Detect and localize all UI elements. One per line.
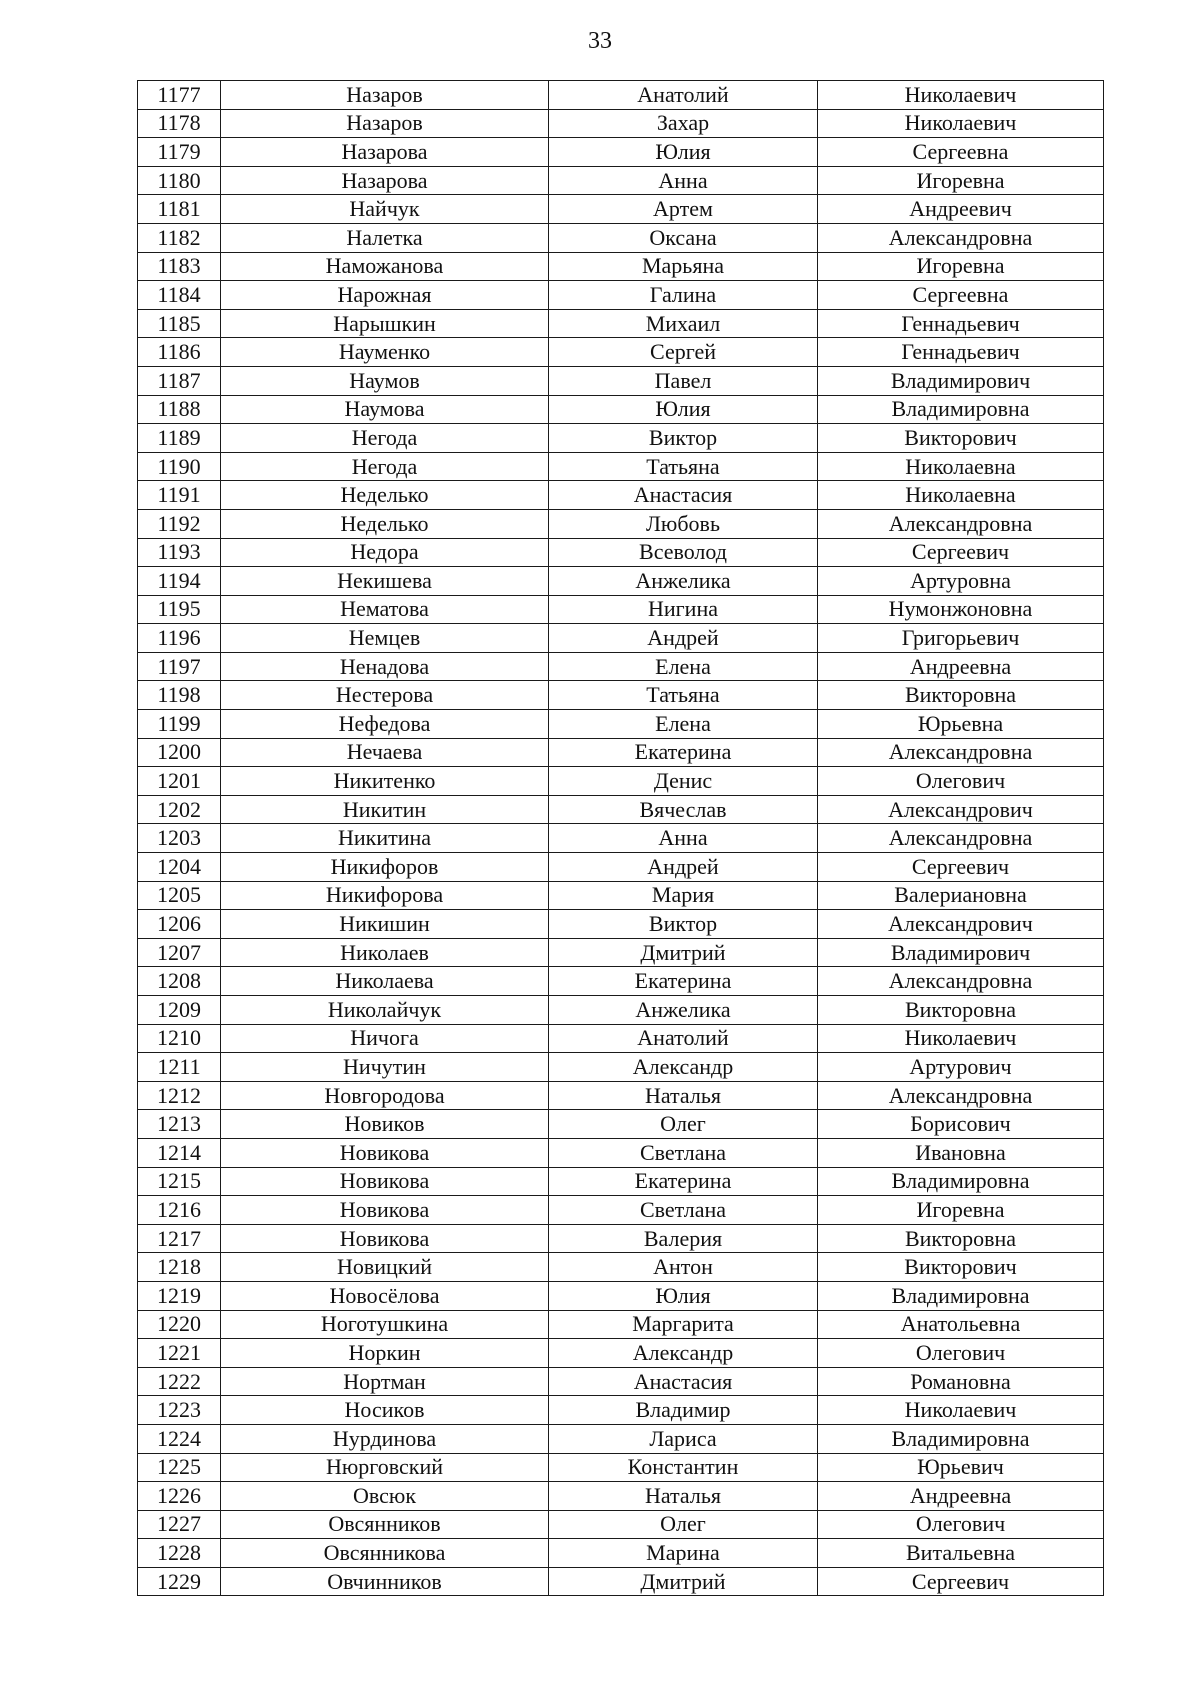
table-row [138,910,1104,939]
row-number-cell: 1195 [138,595,221,624]
first-name-cell: Маргарита [549,1310,818,1339]
first-name-cell: Дмитрий [549,938,818,967]
table-row [138,538,1104,567]
patronymic-cell: Владимировна [818,1281,1104,1310]
patronymic-cell: Николаевна [818,481,1104,510]
last-name-cell: Ненадова [221,652,549,681]
row-number-cell: 1215 [138,1167,221,1196]
first-name-cell: Виктор [549,424,818,453]
row-number-cell: 1212 [138,1081,221,1110]
patronymic-cell: Александровна [818,223,1104,252]
table-row [138,567,1104,596]
table-row [138,1367,1104,1396]
patronymic-cell: Сергеевич [818,538,1104,567]
row-number-cell: 1228 [138,1539,221,1568]
row-number-cell: 1194 [138,567,221,596]
table-row [138,509,1104,538]
row-number-cell: 1219 [138,1281,221,1310]
name-list-table [137,80,1104,1596]
patronymic-cell: Ивановна [818,1138,1104,1167]
last-name-cell: Новиков [221,1110,549,1139]
first-name-cell: Дмитрий [549,1567,818,1596]
patronymic-cell: Борисович [818,1110,1104,1139]
row-number-cell: 1181 [138,195,221,224]
last-name-cell: Овсянников [221,1510,549,1539]
row-number-cell: 1193 [138,538,221,567]
last-name-cell: Науменко [221,338,549,367]
last-name-cell: Наумова [221,395,549,424]
table-row [138,1053,1104,1082]
table-row [138,223,1104,252]
patronymic-cell: Викторович [818,1253,1104,1282]
row-number-cell: 1202 [138,795,221,824]
last-name-cell: Никифоров [221,853,549,882]
patronymic-cell: Нумонжоновна [818,595,1104,624]
first-name-cell: Михаил [549,309,818,338]
patronymic-cell: Витальевна [818,1539,1104,1568]
row-number-cell: 1178 [138,109,221,138]
last-name-cell: Негода [221,452,549,481]
last-name-cell: Никишин [221,910,549,939]
patronymic-cell: Александровна [818,1081,1104,1110]
patronymic-cell: Викторовна [818,681,1104,710]
row-number-cell: 1201 [138,767,221,796]
first-name-cell: Анжелика [549,996,818,1025]
first-name-cell: Всеволод [549,538,818,567]
last-name-cell: Немцев [221,624,549,653]
row-number-cell: 1184 [138,281,221,310]
table-row [138,452,1104,481]
table-row [138,1253,1104,1282]
first-name-cell: Елена [549,710,818,739]
first-name-cell: Анна [549,824,818,853]
last-name-cell: Овчинников [221,1567,549,1596]
last-name-cell: Ничутин [221,1053,549,1082]
row-number-cell: 1205 [138,881,221,910]
first-name-cell: Сергей [549,338,818,367]
last-name-cell: Найчук [221,195,549,224]
row-number-cell: 1225 [138,1453,221,1482]
row-number-cell: 1216 [138,1196,221,1225]
first-name-cell: Татьяна [549,681,818,710]
last-name-cell: Нортман [221,1367,549,1396]
last-name-cell: Норкин [221,1339,549,1368]
table-row [138,996,1104,1025]
row-number-cell: 1183 [138,252,221,281]
row-number-cell: 1218 [138,1253,221,1282]
first-name-cell: Денис [549,767,818,796]
patronymic-cell: Геннадьевич [818,309,1104,338]
last-name-cell: Назарова [221,166,549,195]
row-number-cell: 1180 [138,166,221,195]
first-name-cell: Вячеслав [549,795,818,824]
row-number-cell: 1186 [138,338,221,367]
last-name-cell: Назаров [221,81,549,110]
patronymic-cell: Владимирович [818,366,1104,395]
patronymic-cell: Олегович [818,1510,1104,1539]
patronymic-cell: Владимирович [818,938,1104,967]
patronymic-cell: Александрович [818,795,1104,824]
table-row [138,1224,1104,1253]
first-name-cell: Антон [549,1253,818,1282]
first-name-cell: Любовь [549,509,818,538]
last-name-cell: Новикова [221,1167,549,1196]
first-name-cell: Юлия [549,395,818,424]
row-number-cell: 1227 [138,1510,221,1539]
table-row [138,738,1104,767]
first-name-cell: Марина [549,1539,818,1568]
first-name-cell: Анастасия [549,1367,818,1396]
last-name-cell: Носиков [221,1396,549,1425]
table-row [138,366,1104,395]
table-row [138,1424,1104,1453]
patronymic-cell: Николаевна [818,452,1104,481]
row-number-cell: 1196 [138,624,221,653]
last-name-cell: Новосёлова [221,1281,549,1310]
first-name-cell: Андрей [549,624,818,653]
patronymic-cell: Игоревна [818,1196,1104,1225]
table-row [138,1167,1104,1196]
table-row [138,681,1104,710]
last-name-cell: Нематова [221,595,549,624]
patronymic-cell: Валериановна [818,881,1104,910]
table-row [138,938,1104,967]
row-number-cell: 1188 [138,395,221,424]
patronymic-cell: Владимировна [818,1424,1104,1453]
row-number-cell: 1223 [138,1396,221,1425]
patronymic-cell: Александровна [818,509,1104,538]
row-number-cell: 1204 [138,853,221,882]
first-name-cell: Татьяна [549,452,818,481]
last-name-cell: Нечаева [221,738,549,767]
first-name-cell: Андрей [549,853,818,882]
table-row [138,1396,1104,1425]
patronymic-cell: Анатольевна [818,1310,1104,1339]
patronymic-cell: Владимировна [818,1167,1104,1196]
patronymic-cell: Сергеевна [818,281,1104,310]
first-name-cell: Олег [549,1110,818,1139]
name-list-body [138,81,1104,1596]
first-name-cell: Светлана [549,1196,818,1225]
table-row [138,1567,1104,1596]
first-name-cell: Валерия [549,1224,818,1253]
first-name-cell: Наталья [549,1482,818,1511]
table-row [138,1281,1104,1310]
first-name-cell: Мария [549,881,818,910]
last-name-cell: Никитенко [221,767,549,796]
last-name-cell: Наумов [221,366,549,395]
first-name-cell: Нигина [549,595,818,624]
row-number-cell: 1226 [138,1482,221,1511]
patronymic-cell: Сергеевич [818,1567,1104,1596]
patronymic-cell: Александровна [818,967,1104,996]
row-number-cell: 1221 [138,1339,221,1368]
row-number-cell: 1206 [138,910,221,939]
table-row [138,1196,1104,1225]
last-name-cell: Назарова [221,138,549,167]
last-name-cell: Негода [221,424,549,453]
patronymic-cell: Олегович [818,1339,1104,1368]
row-number-cell: 1191 [138,481,221,510]
table-row [138,252,1104,281]
last-name-cell: Новикова [221,1196,549,1225]
patronymic-cell: Артуровна [818,567,1104,596]
table-row [138,481,1104,510]
last-name-cell: Овсюк [221,1482,549,1511]
first-name-cell: Юлия [549,1281,818,1310]
table-row [138,338,1104,367]
first-name-cell: Екатерина [549,738,818,767]
first-name-cell: Анжелика [549,567,818,596]
patronymic-cell: Юрьевич [818,1453,1104,1482]
first-name-cell: Александр [549,1339,818,1368]
first-name-cell: Владимир [549,1396,818,1425]
table-row [138,1110,1104,1139]
table-row [138,1310,1104,1339]
last-name-cell: Овсянникова [221,1539,549,1568]
last-name-cell: Нестерова [221,681,549,710]
table-row [138,424,1104,453]
row-number-cell: 1192 [138,509,221,538]
table-row [138,710,1104,739]
first-name-cell: Константин [549,1453,818,1482]
last-name-cell: Новицкий [221,1253,549,1282]
table-row [138,109,1104,138]
patronymic-cell: Олегович [818,767,1104,796]
row-number-cell: 1214 [138,1138,221,1167]
table-row [138,1510,1104,1539]
patronymic-cell: Романовна [818,1367,1104,1396]
patronymic-cell: Геннадьевич [818,338,1104,367]
patronymic-cell: Игоревна [818,166,1104,195]
table-row [138,1453,1104,1482]
first-name-cell: Артем [549,195,818,224]
table-row [138,652,1104,681]
patronymic-cell: Сергеевич [818,853,1104,882]
first-name-cell: Анастасия [549,481,818,510]
last-name-cell: Никитин [221,795,549,824]
table-row [138,1482,1104,1511]
patronymic-cell: Викторовна [818,1224,1104,1253]
last-name-cell: Назаров [221,109,549,138]
row-number-cell: 1185 [138,309,221,338]
row-number-cell: 1177 [138,81,221,110]
first-name-cell: Елена [549,652,818,681]
patronymic-cell: Игоревна [818,252,1104,281]
first-name-cell: Олег [549,1510,818,1539]
table-row [138,624,1104,653]
table-row [138,166,1104,195]
first-name-cell: Анатолий [549,1024,818,1053]
first-name-cell: Светлана [549,1138,818,1167]
row-number-cell: 1229 [138,1567,221,1596]
table-row [138,967,1104,996]
table-row [138,195,1104,224]
patronymic-cell: Григорьевич [818,624,1104,653]
patronymic-cell: Андреевна [818,652,1104,681]
first-name-cell: Екатерина [549,967,818,996]
first-name-cell: Галина [549,281,818,310]
table-row [138,853,1104,882]
first-name-cell: Павел [549,366,818,395]
row-number-cell: 1208 [138,967,221,996]
first-name-cell: Юлия [549,138,818,167]
row-number-cell: 1207 [138,938,221,967]
row-number-cell: 1198 [138,681,221,710]
row-number-cell: 1203 [138,824,221,853]
last-name-cell: Николаева [221,967,549,996]
last-name-cell: Нарышкин [221,309,549,338]
patronymic-cell: Александрович [818,910,1104,939]
first-name-cell: Захар [549,109,818,138]
patronymic-cell: Александровна [818,738,1104,767]
row-number-cell: 1213 [138,1110,221,1139]
table-row [138,309,1104,338]
last-name-cell: Нефедова [221,710,549,739]
table-row [138,881,1104,910]
last-name-cell: Новикова [221,1224,549,1253]
patronymic-cell: Юрьевна [818,710,1104,739]
row-number-cell: 1209 [138,996,221,1025]
first-name-cell: Александр [549,1053,818,1082]
row-number-cell: 1224 [138,1424,221,1453]
last-name-cell: Никитина [221,824,549,853]
table-row [138,1339,1104,1368]
last-name-cell: Некишева [221,567,549,596]
table-row [138,824,1104,853]
last-name-cell: Ноготушкина [221,1310,549,1339]
row-number-cell: 1217 [138,1224,221,1253]
patronymic-cell: Николаевич [818,109,1104,138]
patronymic-cell: Сергеевна [818,138,1104,167]
row-number-cell: 1182 [138,223,221,252]
first-name-cell: Марьяна [549,252,818,281]
last-name-cell: Новикова [221,1138,549,1167]
patronymic-cell: Артурович [818,1053,1104,1082]
patronymic-cell: Андреевич [818,195,1104,224]
row-number-cell: 1211 [138,1053,221,1082]
patronymic-cell: Викторович [818,424,1104,453]
table-row [138,1081,1104,1110]
table-row [138,138,1104,167]
last-name-cell: Нюрговский [221,1453,549,1482]
first-name-cell: Екатерина [549,1167,818,1196]
table-row [138,1024,1104,1053]
table-row [138,595,1104,624]
last-name-cell: Неделько [221,509,549,538]
first-name-cell: Лариса [549,1424,818,1453]
first-name-cell: Анна [549,166,818,195]
row-number-cell: 1187 [138,366,221,395]
patronymic-cell: Николаевич [818,1024,1104,1053]
last-name-cell: Неделько [221,481,549,510]
patronymic-cell: Александровна [818,824,1104,853]
last-name-cell: Ничога [221,1024,549,1053]
last-name-cell: Николаев [221,938,549,967]
table-row [138,767,1104,796]
last-name-cell: Николайчук [221,996,549,1025]
table-row [138,395,1104,424]
patronymic-cell: Николаевич [818,81,1104,110]
row-number-cell: 1210 [138,1024,221,1053]
patronymic-cell: Андреевна [818,1482,1104,1511]
last-name-cell: Новгородова [221,1081,549,1110]
row-number-cell: 1222 [138,1367,221,1396]
patronymic-cell: Николаевич [818,1396,1104,1425]
table-row [138,795,1104,824]
page-number: 33 [588,28,612,54]
last-name-cell: Нурдинова [221,1424,549,1453]
row-number-cell: 1189 [138,424,221,453]
table-row [138,81,1104,110]
last-name-cell: Никифорова [221,881,549,910]
first-name-cell: Оксана [549,223,818,252]
table-row [138,1539,1104,1568]
table-row [138,1138,1104,1167]
first-name-cell: Виктор [549,910,818,939]
row-number-cell: 1179 [138,138,221,167]
row-number-cell: 1197 [138,652,221,681]
row-number-cell: 1190 [138,452,221,481]
last-name-cell: Наможанова [221,252,549,281]
first-name-cell: Наталья [549,1081,818,1110]
last-name-cell: Нарожная [221,281,549,310]
patronymic-cell: Владимировна [818,395,1104,424]
row-number-cell: 1199 [138,710,221,739]
row-number-cell: 1200 [138,738,221,767]
table-row [138,281,1104,310]
row-number-cell: 1220 [138,1310,221,1339]
patronymic-cell: Викторовна [818,996,1104,1025]
first-name-cell: Анатолий [549,81,818,110]
last-name-cell: Недора [221,538,549,567]
last-name-cell: Налетка [221,223,549,252]
